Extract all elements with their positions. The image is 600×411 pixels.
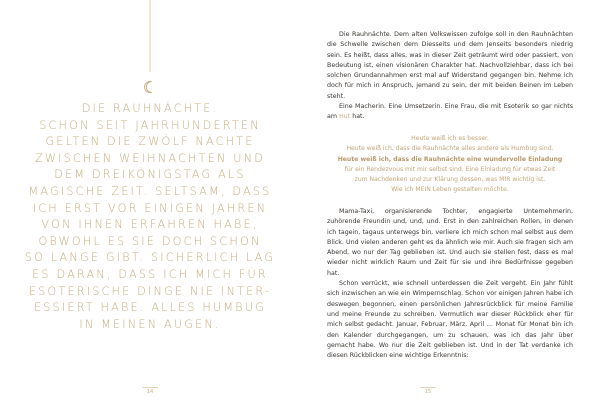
crescent-moon-icon xyxy=(143,80,157,94)
callout-line: Heute weiß ich es besser. xyxy=(411,135,489,142)
heading-line: VON IHNEN ERFAHREN HABE, xyxy=(41,218,259,232)
heading-line: ICH ERST VOR EINIGEN JAHREN xyxy=(32,201,268,215)
callout-line: zum Nachdenken und zur Klärung dessen, was MIR wichtig ist. xyxy=(354,176,546,184)
heading-line: ZWISCHEN WEIHNACHTEN UND xyxy=(34,151,266,165)
heading-line: IN MEINEN AUGEN. xyxy=(79,317,221,331)
paragraph: Schon verrückt, wie schnell unterdessen die Zeit vergeht. Ein Jahr fühlt sich inzwischen an wie ein Wimpernschlag. Schon vor einigen Jahren habe ich deswegen begonnen, einen persönlichen Jahresrückblick für meine Familie und meine Freunde zu schreiben. Vermutlich war dieser Rückblick eher für mich selbst gedacht. Januar, Februar, März, April … Monat für Monat bin ich den Kalender durchgegangen, um zu schauen, was ich das Jahr über gemacht habe. Wo nur die Zeit geblieben ist. Und in der Tat verdanke ich diesen Rückblicken eine wichtige Erkenntnis: xyxy=(327,280,573,360)
heading-line: ESSIERT HABE. ALLES HUMBUG xyxy=(33,301,267,315)
paragraph: Die Rauhnächte. Dem alten Volkswissen zufolge soll in den Rauhnächten die Schwelle zwischen dem Diesseits und dem Jenseits besonders niedrig sein. Es heißt, dass alles, was in dieser Zeit geträumt wird oder passiert, von Bedeutung ist, einen visionären Charakter hat. Nachvollziehbar, dass ich bei solchen Grundannahmen erst mal auf Widerstand gegangen bin. Nehme ich doch für mich in Anspruch, jemand zu sein, der mit beiden Beinen im Leben steht. xyxy=(327,31,573,100)
paragraph xyxy=(327,102,573,123)
heading-line: DIE RAUHNÄCHTE. xyxy=(81,102,219,115)
heading-line: GELTEN DIE ZWÖLF NÄCHTE xyxy=(45,135,255,149)
body-text-top xyxy=(327,30,573,123)
heading-line: OBWOHL ES SIE DOCH SCHON xyxy=(38,234,262,248)
heading-line: DEM DREIKÖNIGSTAG ALS xyxy=(54,168,246,182)
gold-callout xyxy=(327,134,573,196)
callout-line: Heute weiß ich, dass die Rauhnächte eine wundervolle Einladung xyxy=(337,155,563,163)
intro-heading xyxy=(20,101,280,333)
heading-line: ESOTERISCHE DINGE NIE INTER- xyxy=(28,284,272,298)
heading-line: SCHON SEIT JAHRHUNDERTEN xyxy=(39,118,261,132)
page-number-left: 14 xyxy=(140,387,160,395)
heading-line: ES DARAN, DASS ICH MICH FÜR xyxy=(32,267,268,281)
body-text-bottom xyxy=(327,207,573,361)
paragraph-text: hat. xyxy=(350,113,365,121)
heading-line: MAGISCHE ZEIT. SELTSAM, DASS xyxy=(28,184,272,198)
page-number-right: 15 xyxy=(418,387,438,395)
callout-line: für ein Rendezvous mit mir selbst sind. Eine Einladung für etwas Zeit xyxy=(344,165,556,173)
paragraph: Mama-Taxi, organisierende Tochter, engagierte Unternehmerin, zuhörende Freundin und, und, und. Erst in den zahlreichen Rollen, in denen ich tagein, tagaus unterwegs bin, verliere ich mich schon mal selbst aus dem Blick. Und vielen anderen geht es da ähnlich wie mir. Auch sie fragen sich am Abend, wo nur der Tag geblieben ist. Und auch sie stellen fest, dass es mal wieder nicht wirklich Raum und Zeit für sie und ihre Bedürfnisse gegeben hat. xyxy=(327,208,573,277)
highlighted-word: Hut xyxy=(339,113,351,121)
callout-line: Wie ich MEIN Leben gestalten möchte. xyxy=(391,186,509,194)
decorative-hanging-line xyxy=(149,0,151,72)
paragraph-text: Eine Macherin. Eine Umsetzerin. Eine Frau, die mit Esoterik so gar nichts am xyxy=(327,103,573,121)
callout-line: Heute weiß ich, dass die Rauhnächte alles andere als Humbug sind. xyxy=(346,145,554,153)
heading-line: SO LANGE GIBT. SICHERLICH LAG xyxy=(24,251,276,265)
